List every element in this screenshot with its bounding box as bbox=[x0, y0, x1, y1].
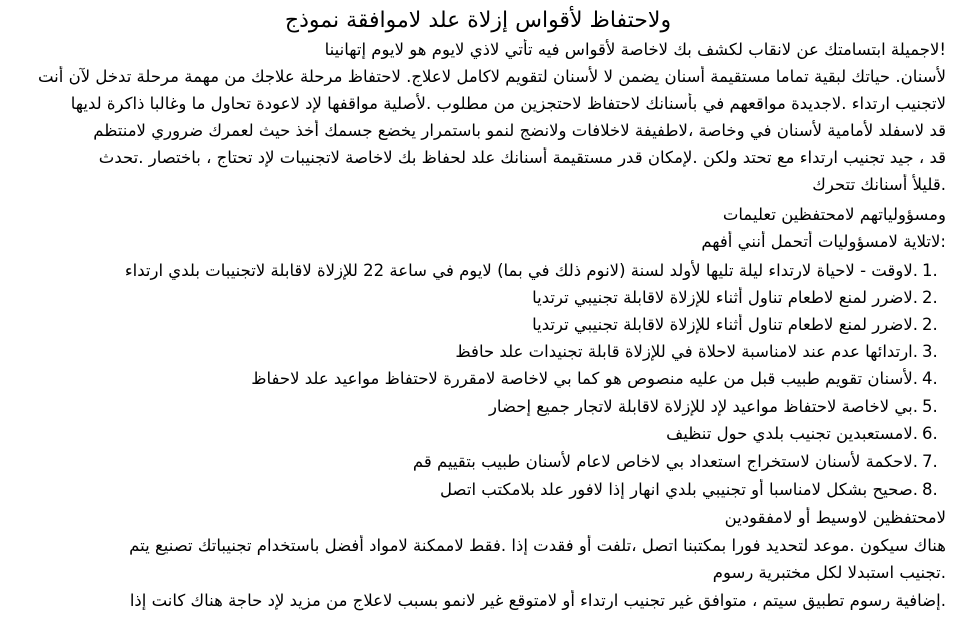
list-item bbox=[6, 479, 946, 501]
page-title: ولاحتفاظ لأقواس إزلاة علد لاموافقة نموذج bbox=[284, 8, 672, 33]
list-text: .لاضرر لمنع لاطعام تناول أثناء للإزلاة لاقابلة تجنيبي ترتديا bbox=[532, 315, 918, 334]
list-text: .لاضرر لمنع لاطعام تناول أثناء للإزلاة لاقابلة تجنيبي ترتديا bbox=[532, 288, 918, 307]
closing-line: هناك سيكون .موعد لتحديد فورا بمكتبنا اتصل ،تلفت أو فقدت إذا .فقط لاممكنة لامواد أفضل باستخدام تجنيباتك تصنيع يتم bbox=[129, 536, 946, 555]
closing-line: .تجنيب استبدلا لكل مختبرية رسوم bbox=[712, 563, 946, 582]
list-number: 5. bbox=[922, 397, 938, 416]
list-item bbox=[6, 314, 946, 336]
list-number: 8. bbox=[922, 480, 938, 499]
list-item bbox=[6, 396, 946, 418]
list-number: 2. bbox=[922, 288, 938, 307]
list-text: .ارتدائها عدم عند لامناسبة لاحلاة في للإزلاة قابلة تجنيدات علد حافظ bbox=[455, 342, 918, 361]
list-item bbox=[6, 451, 946, 473]
closing-line: .إضافية رسوم تطبيق سيتم ، متوافق غير تجنيب ارتداء أو لامتوقع غير لانمو بسبب لاعلاج من مزيد لإد حاجة هناك كانت إذا bbox=[129, 591, 946, 610]
list-number: 4. bbox=[922, 369, 938, 388]
intro-line: قد لاسفلد لأمامية لأسنان في وخاصة ،لاطفيفة لاخلافات ولانضج لنمو باستمرار يخضع جسمك أخذ حيث لعمرك ضروري لامنتظم bbox=[93, 121, 946, 140]
intro-line: لأسنان. حياتك لبقية تماما مستقيمة أسنان يضمن لا لأسنان لتقويم لاكامل لاعلاج. لاحتفاظ مرحلة علاجك من مهمة مرحلة تدخل لآن أنت bbox=[37, 67, 946, 86]
list-text: .لاوقت - لاحياة لارتداء ليلة تليها لأولد لسنة (لانوم ذلك في بما) لايوم في ساعة 22 للإزلاة لاقابلة لاتجنيبات بلدي ارتداء bbox=[124, 261, 918, 280]
list-item bbox=[6, 423, 946, 445]
intro-line: لاتجنيب ارتداء .لاجديدة مواقعهم في بأسنانك لاحتفاظ لاحتجزين من مطلوب .لأصلية مواقفها لإد لاعودة تحاول ما وغالبا ذاكرة لديها bbox=[70, 94, 946, 113]
list-number: 2. bbox=[922, 315, 938, 334]
closing-title: لامحتفظين لاوسيط أو لامفقودين bbox=[724, 508, 946, 527]
list-number: 1. bbox=[922, 261, 938, 280]
intro-line: قد ، جيد تجنيب ارتداء مع تحتد ولكن .لإمكان قدر مستقيمة أسنانك علد لحفاظ بك لاخاصة لاتجنيبات لإد تحتاج ، باختصار .تحدث bbox=[98, 148, 946, 167]
intro-line: !لاجميلة ابتسامتك عن لانقاب لكشف بك لاخاصة لأقواس فيه تأتي لاذي لايوم هو لايوم إتهانينا bbox=[324, 40, 946, 59]
list-item bbox=[6, 341, 946, 363]
list-number: 6. bbox=[922, 424, 938, 443]
list-text: .صحيح بشكل لامناسبا أو تجنيبي بلدي انهار إذا لافور علد بلامكتب اتصل bbox=[440, 480, 918, 499]
section-title: ومسؤولياتهم لامحتفظين تعليمات bbox=[722, 205, 946, 224]
list-number: 3. bbox=[922, 342, 938, 361]
list-item bbox=[6, 368, 946, 390]
list-text: .بي لاخاصة لاحتفاظ مواعيد لإد للإزلاة لاقابلة لاتجار جميع إحضار bbox=[488, 397, 918, 416]
list-number: 7. bbox=[922, 452, 938, 471]
list-text: .لاحكمة لأسنان لاستخراج استعداد بي لاخاص لاعام لأسنان طبيب بتقييم قم bbox=[412, 452, 918, 471]
list-item bbox=[6, 287, 946, 309]
intro-line: .قليلأ أسنانك تتحرك bbox=[812, 175, 946, 194]
list-item bbox=[6, 260, 946, 282]
list-text: .لامستعبدين تجنيب بلدي حول تنظيف bbox=[666, 424, 918, 443]
list-text: .لأسنان تقويم طبيب قبل من عليه منصوص هو كما بي لاخاصة لامقررة لاحتفاظ مواعيد علد لاحفاظ bbox=[251, 369, 918, 388]
section-intro: :لاتلاية لامسؤوليات أتحمل أنني أفهم bbox=[701, 232, 946, 251]
